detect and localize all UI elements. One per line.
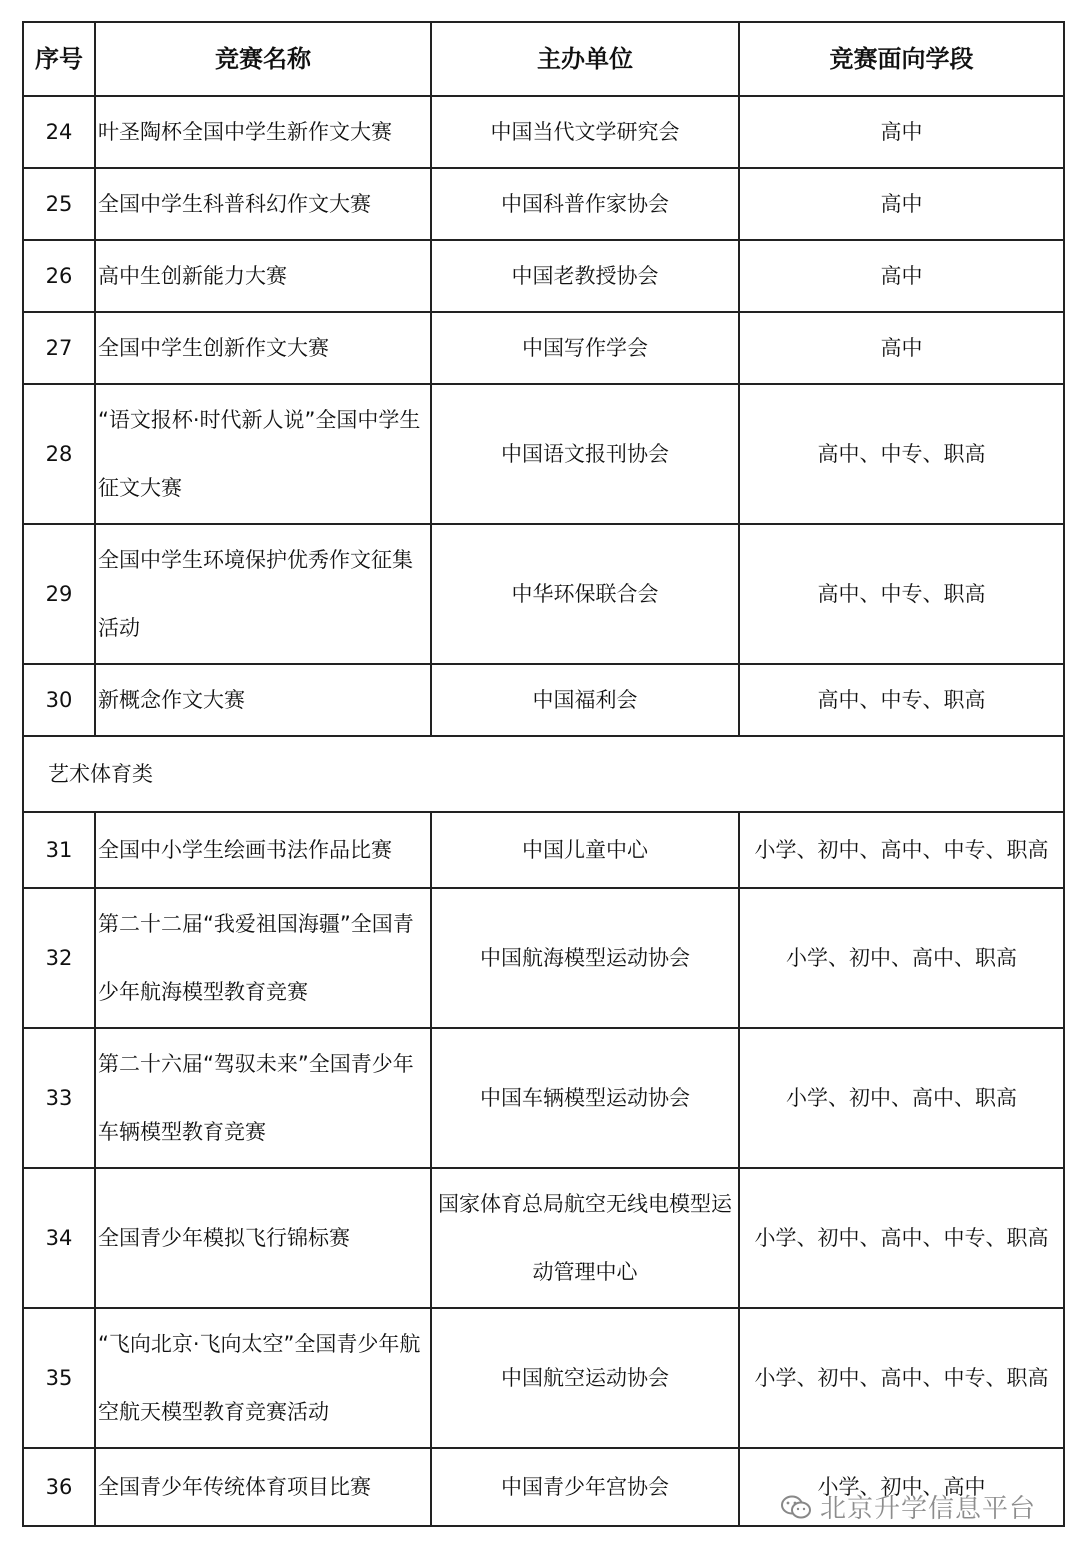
header-level: 竞赛面向学段 [739,22,1064,96]
row-org: 中国青少年宫协会 [431,1448,739,1526]
row-level: 高中 [739,168,1064,240]
row-level: 小学、初中、高中、职高 [739,1028,1064,1168]
table-row [23,1168,1064,1308]
row-name: 全国中学生科普科幻作文大赛 [95,168,431,240]
row-name: 高中生创新能力大赛 [95,240,431,312]
category-row [23,736,1064,812]
header-name: 竞赛名称 [95,22,431,96]
row-level: 小学、初中、高中、职高 [739,888,1064,1028]
watermark-text: 北京升学信息平台 [820,1494,1037,1524]
row-num: 28 [23,384,95,524]
row-num: 36 [23,1448,95,1526]
row-name: 全国中小学生绘画书法作品比赛 [95,812,431,888]
row-org: 中国航空运动协会 [431,1308,739,1448]
table-row [23,96,1064,168]
table-row [23,812,1064,888]
row-num: 32 [23,888,95,1028]
row-name: 新概念作文大赛 [95,664,431,736]
row-level: 小学、初中、高中、中专、职高 [739,1308,1064,1448]
row-org: 中国福利会 [431,664,739,736]
row-name: 第二十六届“驾驭未来”全国青少年车辆模型教育竞赛 [95,1028,431,1168]
wechat-icon [780,1494,812,1520]
table-row [23,312,1064,384]
row-level: 小学、初中、高中、中专、职高 [739,812,1064,888]
row-num: 34 [23,1168,95,1308]
row-org: 中国当代文学研究会 [431,96,739,168]
row-org: 中国航海模型运动协会 [431,888,739,1028]
row-name: 全国青少年模拟飞行锦标赛 [95,1168,431,1308]
category-label: 艺术体育类 [23,736,1064,812]
table-row [23,524,1064,664]
row-num: 30 [23,664,95,736]
competition-table [22,21,1065,1527]
row-num: 31 [23,812,95,888]
row-name: 叶圣陶杯全国中学生新作文大赛 [95,96,431,168]
row-name: 全国中学生环境保护优秀作文征集活动 [95,524,431,664]
row-org: 中国科普作家协会 [431,168,739,240]
row-num: 29 [23,524,95,664]
row-org: 中国语文报刊协会 [431,384,739,524]
row-level: 高中、中专、职高 [739,384,1064,524]
row-name: 第二十二届“我爱祖国海疆”全国青少年航海模型教育竞赛 [95,888,431,1028]
row-num: 25 [23,168,95,240]
row-name: “语文报杯·时代新人说”全国中学生征文大赛 [95,384,431,524]
table-row [23,168,1064,240]
row-level: 高中 [739,240,1064,312]
table-row [23,384,1064,524]
row-num: 24 [23,96,95,168]
header-num: 序号 [23,22,95,96]
row-level: 高中 [739,312,1064,384]
row-org: 中国儿童中心 [431,812,739,888]
row-num: 35 [23,1308,95,1448]
table-row [23,664,1064,736]
row-org: 中华环保联合会 [431,524,739,664]
row-level: 小学、初中、高中 [739,1448,1064,1526]
row-level: 高中、中专、职高 [739,524,1064,664]
row-org: 中国写作学会 [431,312,739,384]
row-org: 国家体育总局航空无线电模型运动管理中心 [431,1168,739,1308]
row-num: 33 [23,1028,95,1168]
row-num: 27 [23,312,95,384]
table-row [23,888,1064,1028]
table-row [23,1308,1064,1448]
row-level: 小学、初中、高中、中专、职高 [739,1168,1064,1308]
row-level: 高中、中专、职高 [739,664,1064,736]
table-header-row [23,22,1064,96]
row-org: 中国老教授协会 [431,240,739,312]
row-name: “飞向北京·飞向太空”全国青少年航空航天模型教育竞赛活动 [95,1308,431,1448]
table-row [23,240,1064,312]
row-num: 26 [23,240,95,312]
row-name: 全国中学生创新作文大赛 [95,312,431,384]
header-org: 主办单位 [431,22,739,96]
row-name: 全国青少年传统体育项目比赛 [95,1448,431,1526]
watermark [780,1488,1036,1525]
row-level: 高中 [739,96,1064,168]
table-row [23,1028,1064,1168]
row-org: 中国车辆模型运动协会 [431,1028,739,1168]
